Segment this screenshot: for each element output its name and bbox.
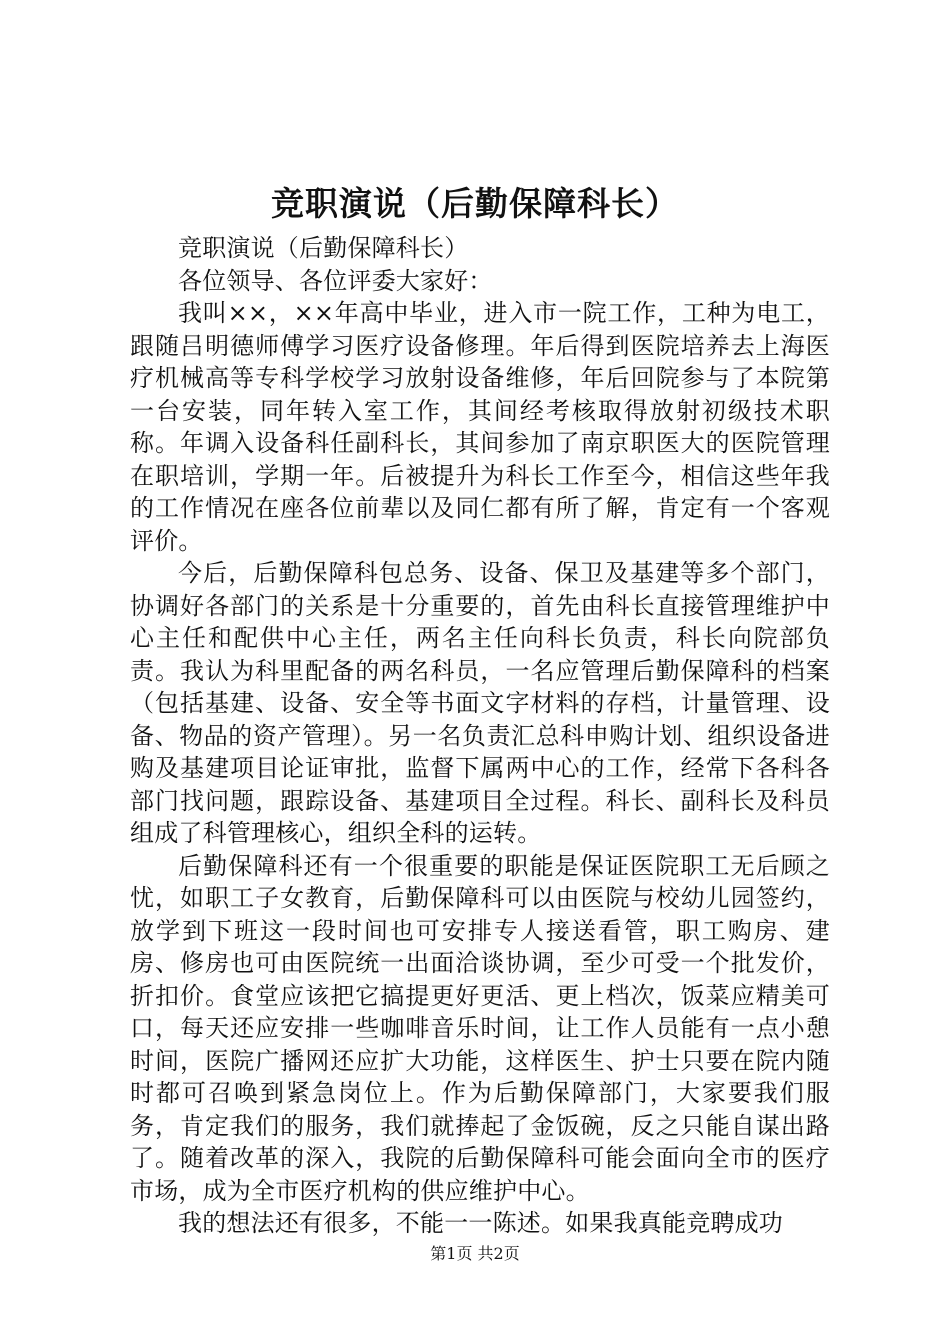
paragraph-department-plan: 今后，后勤保障科包总务、设备、保卫及基建等多个部门，协调好各部门的关系是十分重要的，首先由科长直接管理维护中心主任和配供中心主任，两名主任向科长负责，科长向院部负责。我认为科里配备的两名科员，一名应管理后勤保障科的档案（包括基建、设备、安全等书面文字材料的存档，计量管理、设备、物品的资产管理）。另一名负责汇总科申购计划、组织设备进购及基建项目论证审批，监督下属两中心的工作，经常下各科各部门找问题，跟踪设备、基建项目全过程。科长、副科长及科员组成了科管理核心，组织全科的运转。 [130, 559, 830, 847]
document-body [130, 232, 830, 1240]
paragraph-salutation: 各位领导、各位评委大家好： [178, 266, 493, 295]
document-title: 竞职演说（后勤保障科长） [271, 184, 679, 223]
paragraph-heading-repeat: 竞职演说（后勤保障科长） [178, 234, 469, 262]
paragraph-introduction: 我叫××，××年高中毕业，进入市一院工作，工种为电工，跟随吕明德师傅学习医疗设备修理。年后得到医院培养去上海医疗机械高等专科学校学习放射设备维修，年后回院参与了本院第一台安装，同年转入室工作，其间经考核取得放射初级技术职称。年调入设备科任副科长，其间参加了南京职医大的医院管理在职培训，学期一年。后被提升为科长工作至今，相信这些年我的工作情况在座各位前辈以及同仁都有所了解，肯定有一个客观评价。 [130, 299, 830, 555]
page-number-footer: 第1页 共2页 [430, 1244, 520, 1263]
paragraph-closing: 我的想法还有很多，不能一一陈述。如果我真能竞聘成功 [178, 1209, 783, 1237]
paragraph-staff-welfare: 后勤保障科还有一个很重要的职能是保证医院职工无后顾之忧，如职工子女教育，后勤保障科可以由医院与校幼儿园签约，放学到下班这一段时间也可安排专人接送看管，职工购房、建房、修房也可由医院统一出面洽谈协调，至少可受一个批发价，折扣价。食堂应该把它搞提更好更活、更上档次，饭菜应精美可口，每天还应安排一些咖啡音乐时间，让工作人员能有一点小憩时间，医院广播网还应扩大功能，这样医生、护士只要在院内随时都可召唤到紧急岗位上。作为后勤保障部门，大家要我们服务，肯定我们的服务，我们就捧起了金饭碗，反之只能自谋出路了。随着改革的深入，我院的后勤保障科可能会面向全市的医疗市场，成为全市医疗机构的供应维护中心。 [130, 851, 830, 1205]
